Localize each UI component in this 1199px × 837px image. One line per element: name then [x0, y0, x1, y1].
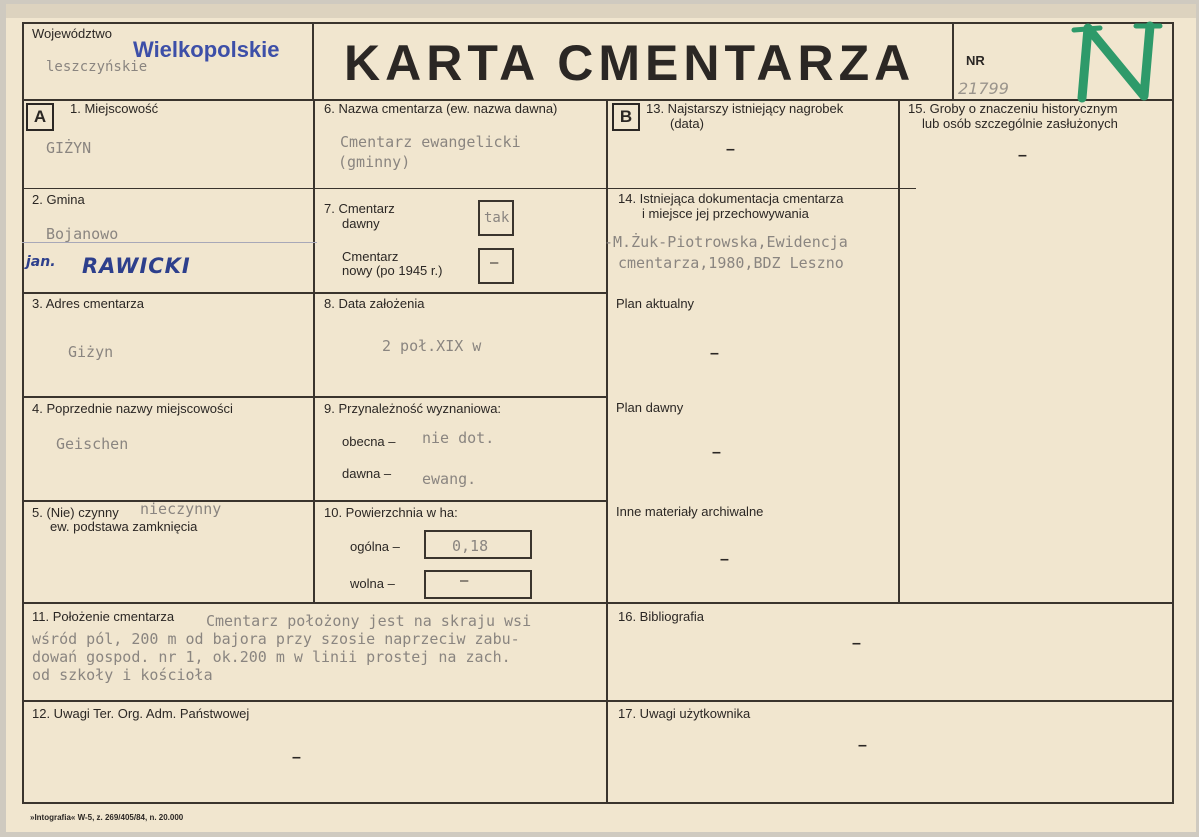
archives-value: – — [720, 551, 729, 568]
field-3-label: 3. Adres cmentarza — [32, 296, 144, 311]
field-9-current-label: obecna – — [342, 434, 396, 449]
section-a-marker: A — [26, 103, 54, 131]
nr-label: NR — [966, 53, 985, 68]
field-16-value: – — [852, 635, 861, 652]
field-1-value: GIŻYN — [46, 139, 92, 157]
field-6-value-1: Cmentarz ewangelicki — [340, 133, 521, 151]
frame-right — [1172, 22, 1174, 804]
field-7-new-sublabel: nowy (po 1945 r.) — [342, 263, 443, 278]
header-right-divider — [952, 22, 954, 101]
field-7-new-label: Cmentarz — [342, 249, 399, 264]
field-2-value: Bojanowo — [46, 225, 119, 243]
field-3-value: Giżyn — [68, 343, 114, 361]
field-8-label: 8. Data założenia — [324, 296, 425, 311]
field-5-value: nieczynny — [140, 500, 222, 518]
plan-old-value: – — [712, 444, 721, 461]
plan-current-value: – — [710, 345, 719, 362]
row-line-1 — [22, 188, 916, 189]
field-15-label: 15. Groby o znaczeniu historycznym — [908, 101, 1118, 116]
field-11-line-1: Cmentarz położony jest na skraju wsi — [206, 612, 532, 630]
field-10-free-value: – — [460, 572, 469, 589]
green-marker-n — [1066, 18, 1166, 108]
frame-top — [22, 22, 1174, 24]
field-11-label: 11. Położenie cmentarza — [32, 609, 175, 624]
field-8-value: 2 poł.XIX w — [382, 337, 482, 355]
row-line-6 — [22, 700, 1174, 702]
field-9-label: 9. Przynależność wyznaniowa: — [324, 401, 502, 416]
archives-label: Inne materiały archiwalne — [616, 504, 764, 519]
field-10-total-label: ogólna – — [350, 539, 400, 554]
field-11-line-4: od szkoły i kościoła — [32, 666, 213, 684]
field-1-label: 1. Miejscowość — [70, 101, 159, 116]
field-17-label: 17. Uwagi użytkownika — [618, 706, 751, 721]
field-2-handwritten-prefix: jan. — [26, 254, 56, 270]
printer-imprint: »Intografia« W-5, z. 269/405/84, n. 20.000 — [30, 813, 184, 822]
field-7-old-value: tak — [484, 210, 510, 226]
cemetery-card — [6, 4, 1196, 832]
section-b-marker: B — [612, 103, 640, 131]
field-13-sublabel: (data) — [670, 116, 704, 131]
header-left-divider — [312, 22, 314, 101]
field-10-free-box — [424, 570, 532, 599]
field-2-handwritten: RAWICKI — [82, 254, 191, 278]
card-top-edge — [6, 4, 1196, 18]
field-10-free-label: wolna – — [350, 576, 395, 591]
field-6-label: 6. Nazwa cmentarza (ew. nazwa dawna) — [324, 101, 558, 116]
field-9-current-value: nie dot. — [422, 429, 495, 447]
col-divider-a — [313, 99, 315, 604]
row-line-4 — [22, 500, 608, 502]
field-12-label: 12. Uwagi Ter. Org. Adm. Państwowej — [32, 706, 250, 721]
row-line-3 — [22, 396, 608, 398]
row-line-2 — [22, 292, 608, 294]
field-10-label: 10. Powierzchnia w ha: — [324, 505, 458, 520]
voivodeship-label: Województwo — [32, 26, 112, 41]
card-title: KARTA CMENTARZA — [344, 35, 916, 91]
field-13-value: – — [726, 141, 735, 158]
frame-left — [22, 22, 24, 804]
field-6-value-2: (gminny) — [338, 153, 411, 171]
field-14-value-1: -M.Żuk-Piotrowska,Ewidencja — [604, 233, 848, 251]
nr-value: 21799 — [958, 79, 1009, 98]
field-17-value: – — [858, 737, 867, 754]
field-14-sublabel: i miejsce jej przechowywania — [642, 206, 809, 221]
voivodeship-stamp: Wielkopolskie — [133, 37, 280, 62]
field-7-new-value: – — [490, 254, 499, 271]
field-4-value: Geischen — [56, 435, 129, 453]
field-15-sublabel: lub osób szczególnie zasłużonych — [922, 116, 1118, 131]
field-14-value-2: cmentarza,1980,BDZ Leszno — [618, 254, 844, 272]
voivodeship-typed: leszczyńskie — [46, 59, 148, 75]
plan-old-label: Plan dawny — [616, 400, 684, 415]
field-7-old-sublabel: dawny — [342, 216, 380, 231]
field-13-label: 13. Najstarszy istniejący nagrobek — [646, 101, 844, 116]
field-9-former-value: ewang. — [422, 470, 477, 488]
field-5-sublabel: ew. podstawa zamknięcia — [50, 519, 198, 534]
field-14-label: 14. Istniejąca dokumentacja cmentarza — [618, 191, 844, 206]
col-divider-c — [898, 99, 900, 604]
frame-bottom — [22, 802, 1174, 804]
field-7-old-label: 7. Cmentarz — [324, 201, 395, 216]
field-4-label: 4. Poprzednie nazwy miejscowości — [32, 401, 233, 416]
field-16-label: 16. Bibliografia — [618, 609, 704, 624]
col-divider-b — [606, 99, 608, 802]
field-10-total-value: 0,18 — [452, 537, 489, 555]
field-5-label: 5. (Nie) czynny — [32, 505, 119, 520]
field-15-value: – — [1018, 147, 1027, 164]
field-11-line-2: wśród pól, 200 m od bajora przy szosie naprzeciw zabu- — [32, 630, 520, 648]
row-line-5 — [22, 602, 1174, 604]
field-9-former-label: dawna – — [342, 466, 392, 481]
field-2-label: 2. Gmina — [32, 192, 85, 207]
field-11-line-3: dowań gospod. nr 1, ok.200 m w linii prostej na zach. — [32, 648, 511, 666]
field-12-value: – — [292, 749, 301, 766]
plan-current-label: Plan aktualny — [616, 296, 695, 311]
